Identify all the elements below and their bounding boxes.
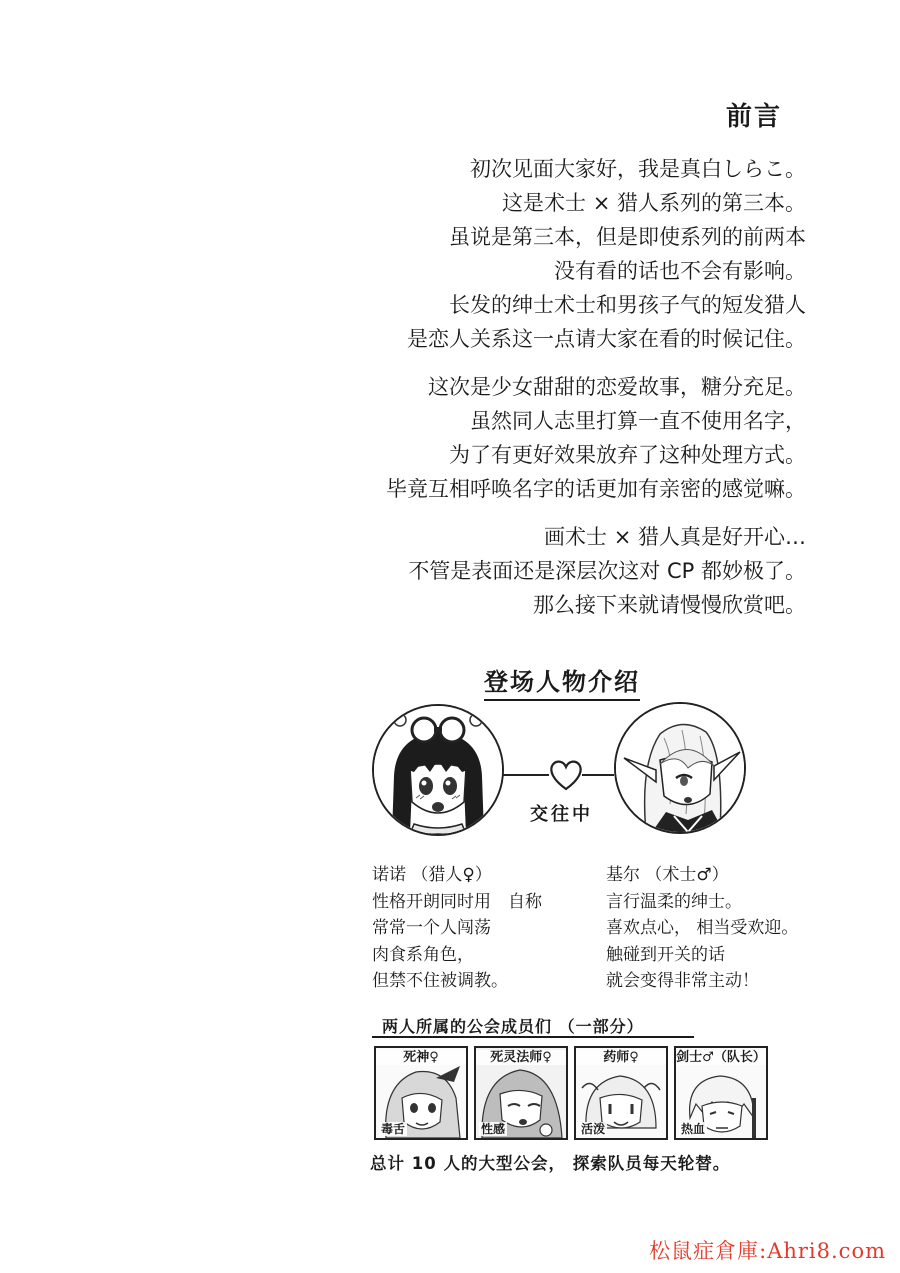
- guild-note: 总计 10 人的大型公会， 探索队员每天轮替。: [370, 1154, 731, 1173]
- guild-member-necromancer: [474, 1046, 568, 1140]
- hunter-bio-line: 但禁不住被调教。: [372, 971, 508, 991]
- warlock-bio-line: 喜欢点心， 相当受欢迎。: [606, 918, 799, 938]
- member-role: 死灵法师♀: [476, 1050, 566, 1065]
- watermark: 松鼠症倉庫:Ahri8.com: [649, 1239, 886, 1263]
- guild-title-underline: [372, 1036, 694, 1038]
- preface-line: 不管是表面还是深层次这对 CP 都妙极了。: [408, 559, 806, 583]
- hunter-portrait: [372, 704, 504, 836]
- member-role: 药师♀: [576, 1050, 666, 1065]
- preface-line: 是恋人关系这一点请大家在看的时候记住。: [407, 327, 806, 351]
- warlock-bio-line: 触碰到开关的话: [606, 944, 725, 965]
- preface-paragraph: [386, 152, 806, 356]
- preface-line: 毕竟互相呼唤名字的话更加有亲密的感觉嘛。: [386, 477, 806, 501]
- preface-title: 前言: [725, 102, 782, 132]
- hunter-name: 诺诺 （猎人♀）: [372, 865, 492, 885]
- preface-line: 为了有更好效果放弃了这种处理方式。: [449, 443, 806, 467]
- preface-paragraph: [386, 520, 806, 622]
- warlock-portrait: [614, 702, 746, 834]
- preface-line: 虽然同人志里打算一直不使用名字，: [470, 409, 806, 433]
- heart-icon: [548, 758, 584, 792]
- hunter-bio: [372, 862, 542, 995]
- hunter-portrait-illustration: [374, 706, 502, 834]
- hunter-bio-line: 性格开朗同时用 自称: [372, 891, 542, 912]
- member-trait: 毒舌: [381, 1122, 406, 1136]
- preface-line: 没有看的话也不会有影响。: [554, 259, 806, 283]
- relation-line-left: [503, 774, 549, 776]
- warlock-portrait-illustration: [616, 704, 744, 832]
- warlock-name: 基尔 （术士♂）: [606, 865, 729, 885]
- hunter-bio-line: 肉食系角色，: [372, 944, 474, 965]
- preface-line: 初次见面大家好，我是真白しらこ。: [470, 157, 806, 181]
- relation-label: 交往中: [530, 804, 593, 825]
- characters-title: 登场人物介绍: [484, 662, 640, 701]
- member-role: 死神♀: [376, 1050, 466, 1065]
- relation-line-right: [582, 774, 614, 776]
- warlock-bio-line: 就会变得非常主动！: [606, 971, 759, 991]
- guild-title: 两人所属的公会成员们 （一部分）: [382, 1017, 644, 1036]
- guild-member-pharmacist: [574, 1046, 668, 1140]
- preface-line: 画术士 × 猎人真是好开心…: [544, 525, 806, 549]
- warlock-bio: [606, 862, 798, 995]
- member-trait: 热血: [681, 1122, 706, 1136]
- preface-line: 这次是少女甜甜的恋爱故事，糖分充足。: [428, 375, 806, 399]
- guild-member-reaper: [374, 1046, 468, 1140]
- preface-paragraph: [386, 370, 806, 506]
- member-trait: 性感: [481, 1122, 506, 1136]
- preface-line: 虽说是第三本，但是即使系列的前两本: [449, 225, 806, 249]
- preface-line: 那么接下来就请慢慢欣赏吧。: [533, 593, 806, 617]
- member-role: 剑士♂（队长）: [676, 1050, 766, 1065]
- preface-line: 长发的绅士术士和男孩子气的短发猎人: [449, 293, 806, 317]
- member-trait: 活泼: [581, 1122, 606, 1136]
- guild-member-swordsman: [674, 1046, 768, 1140]
- hunter-bio-line: 常常一个人闯荡: [372, 918, 491, 938]
- warlock-bio-line: 言行温柔的绅士。: [606, 891, 742, 912]
- preface-text: [386, 152, 806, 636]
- preface-line: 这是术士 × 猎人系列的第三本。: [502, 191, 806, 215]
